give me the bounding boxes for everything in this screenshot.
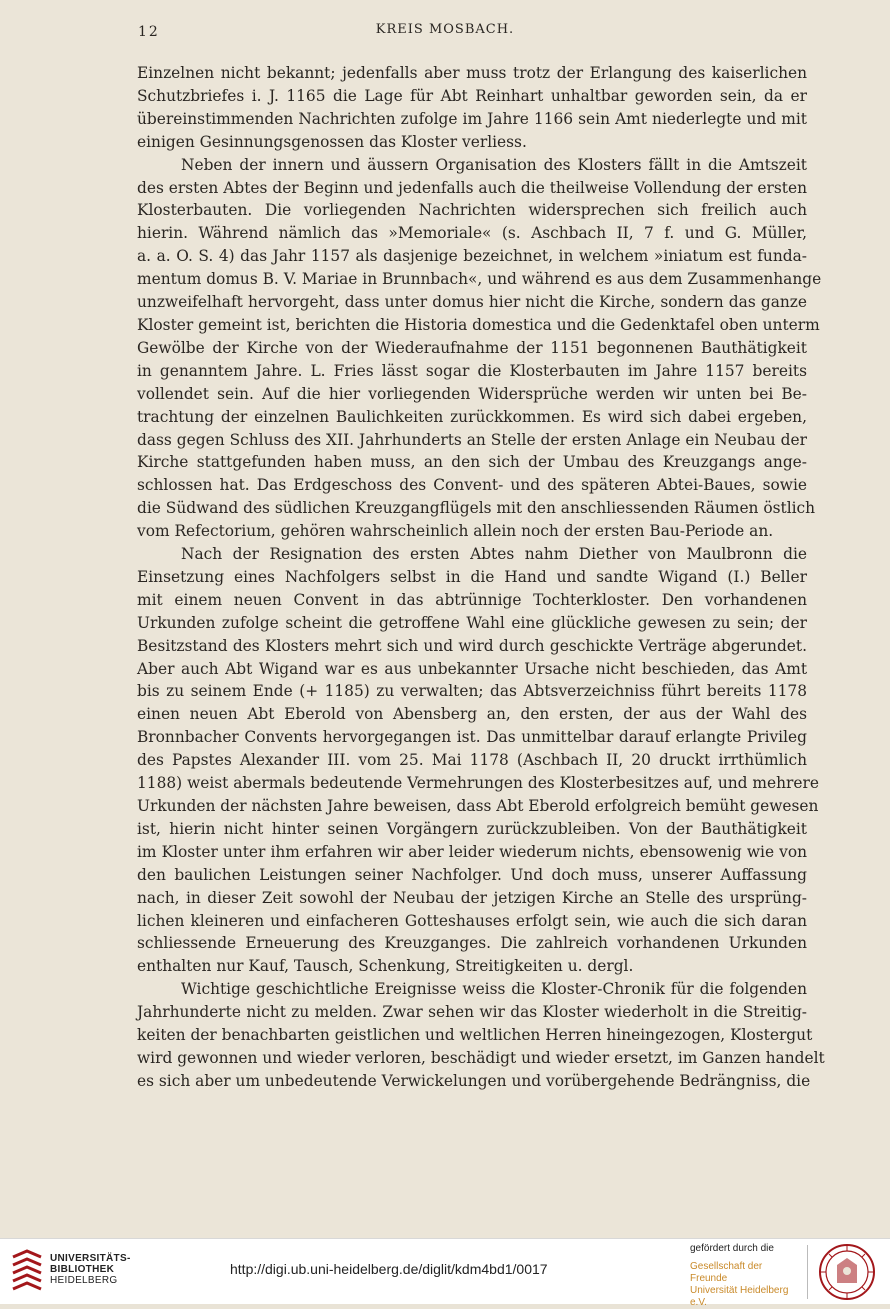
text-line: Kirche stattgefunden haben muss, an den sich der Umbau des Kreuzgangs ange-: [137, 453, 807, 472]
text-line: Nach der Resignation des ersten Abtes nahm Diether von Maulbronn die: [181, 545, 807, 564]
society-name-line: Universität Heidelberg e.V.: [690, 1285, 789, 1308]
text-line: hierin. Während nämlich das »Memoriale« (s. Aschbach II, 7 f. und G. Müller,: [137, 224, 807, 243]
text-line: in genanntem Jahre. L. Fries lässt sogar die Klosterbauten im Jahre 1157 bereits: [137, 361, 807, 380]
text-line: des Papstes Alexander III. vom 25. Mai 1178 (Aschbach II, 20 druckt irrthümlich: [137, 751, 807, 770]
text-line: a. a. O. S. 4) das Jahr 1157 als dasjenige bezeichnet, in welchem »iniatum est funda-: [137, 247, 807, 266]
text-line: Aber auch Abt Wigand war es aus unbekannter Ursache nicht beschieden, das Amt: [137, 659, 807, 678]
text-line: des ersten Abtes der Beginn und jedenfalls auch die theilweise Vollendung der ersten: [137, 178, 807, 197]
permalink-url[interactable]: http://digi.ub.uni-heidelberg.de/diglit/kdm4bd1/0017: [230, 1261, 548, 1277]
text-line: lichen kleineren und einfacheren Gotteshauses erfolgt sein, wie auch die sich daran: [137, 911, 807, 930]
text-line: nach, in dieser Zeit sowohl der Neubau der jetzigen Kirche an Stelle des ursprüng-: [137, 888, 807, 907]
footer-bar: [0, 1238, 890, 1308]
text-line: Einsetzung eines Nachfolgers selbst in die Hand und sandte Wigand (I.) Beller: [137, 567, 807, 586]
text-line: Urkunden zufolge scheint die getroffene Wahl eine glückliche gewesen zu sein; der: [137, 613, 807, 632]
text-line: 1188) weist abermals bedeutende Vermehrungen des Klosterbesitzes auf, und mehrere: [137, 774, 819, 793]
library-logo-icon: [10, 1249, 44, 1293]
text-line: ist, hierin nicht hinter seinen Vorgängern zurückzubleiben. Von der Bauthätigkeit: [137, 819, 807, 838]
text-line: unzweifelhaft hervorgeht, dass unter domus hier nicht die Kirche, sondern das ganze: [137, 293, 807, 312]
text-line: wird gewonnen und wieder verloren, beschädigt und wieder ersetzt, im Ganzen handelt: [137, 1048, 825, 1067]
university-seal-icon: [818, 1243, 876, 1301]
text-line: schlossen hat. Das Erdgeschoss des Convent- und des späteren Abtei-Baues, sowie: [137, 476, 807, 495]
text-line: den baulichen Leistungen seiner Nachfolger. Und doch muss, unserer Auffassung: [137, 865, 807, 884]
text-line: mit einem neuen Convent in das abtrünnige Tochterkloster. Den vorhandenen: [137, 590, 807, 609]
text-line: einen neuen Abt Eberold von Abensberg an, den ersten, der aus der Wahl des: [137, 705, 807, 724]
text-line: dass gegen Schluss des XII. Jahrhunderts an Stelle der ersten Anlage ein Neubau der: [137, 430, 807, 449]
text-line: es sich aber um unbedeutende Verwickelungen und vorübergehende Bedrängniss, die: [137, 1071, 811, 1090]
text-line: Einzelnen nicht bekannt; jedenfalls aber muss trotz der Erlangung des kaiserlichen: [137, 64, 807, 82]
text-line: schliessende Erneuerung des Kreuzganges. Die zahlreich vorhandenen Urkunden: [137, 934, 807, 953]
running-head: KREIS MOSBACH.: [375, 22, 515, 37]
page-number: 12: [138, 24, 160, 40]
text-line: enthalten nur Kauf, Tausch, Schenkung, Streitigkeiten u. dergl.: [137, 957, 634, 976]
text-line: Klosterbauten. Die vorliegenden Nachrichten widersprechen sich freilich auch: [137, 201, 807, 220]
text-line: Gewölbe der Kirche von der Wiederaufnahme der 1151 begonnenen Bauthätigkeit: [137, 338, 807, 357]
text-line: keiten der benachbarten geistlichen und weltlichen Herren hineingezogen, Klostergut: [137, 1026, 813, 1045]
text-line: mentum domus B. V. Mariae in Brunnbach«, und während es aus dem Zusammenhange: [137, 270, 822, 289]
text-line: vollendet sein. Auf die hier vorliegenden Widersprüche werden wir unten bei Be-: [137, 384, 807, 403]
text-line: die Südwand des südlichen Kreuzgangflügels mit den anschliessenden Räumen östlich: [137, 499, 816, 518]
text-line: Wichtige geschichtliche Ereignisse weiss die Kloster-Chronik für die folgenden: [181, 980, 807, 999]
text-line: Besitzstand des Klosters mehrt sich und wird durch geschickte Verträge abgerundet.: [137, 636, 807, 655]
text-line: einigen Gesinnungsgenossen das Kloster verliess.: [137, 132, 527, 151]
text-line: im Kloster unter ihm erfahren wir aber leider wiederum nichts, ebensowenig wie von: [137, 842, 807, 861]
text-line: trachtung der einzelnen Baulichkeiten zurückkommen. Es wird sich dabei ergeben,: [137, 407, 807, 426]
text-line: Urkunden der nächsten Jahre beweisen, dass Abt Eberold erfolgreich bemüht gewesen: [137, 797, 819, 815]
library-name-line: BIBLIOTHEK: [50, 1264, 115, 1275]
body-text: [137, 62, 825, 1093]
text-line: bis zu seinem Ende (+ 1185) zu verwalten; das Abtsverzeichniss führt bereits 1178: [137, 682, 807, 701]
text-line: Jahrhunderte nicht zu melden. Zwar sehen wir das Kloster wiederholt in die Streitig-: [137, 1003, 807, 1022]
text-line: Kloster gemeint ist, berichten die Historia domestica und die Gedenktafel oben unterm: [137, 315, 820, 334]
text-line: Schutzbriefes i. J. 1165 die Lage für Abt Reinhart unhaltbar geworden sein, da er: [137, 86, 807, 105]
society-name: [690, 1261, 800, 1309]
text-line: übereinstimmenden Nachrichten zufolge im Jahre 1166 sein Amt niederlegte und mit: [137, 109, 807, 128]
library-name-line: UNIVERSITÄTS-: [50, 1253, 131, 1264]
funded-by-label: gefördert durch die: [690, 1243, 774, 1254]
text-line: vom Refectorium, gehören wahrscheinlich allein noch der ersten Bau-Periode an.: [137, 522, 774, 541]
text-line: Bronnbacher Convents hervorgegangen ist. Das unmittelbar darauf erlangte Privileg: [137, 728, 807, 747]
text-line: Neben der innern und äussern Organisation des Klosters fällt in die Amtszeit: [181, 155, 807, 174]
library-name-line: HEIDELBERG: [50, 1275, 118, 1286]
society-name-line: Gesellschaft der Freunde: [690, 1261, 763, 1284]
footer-divider: [807, 1245, 808, 1299]
library-name: [50, 1253, 131, 1286]
